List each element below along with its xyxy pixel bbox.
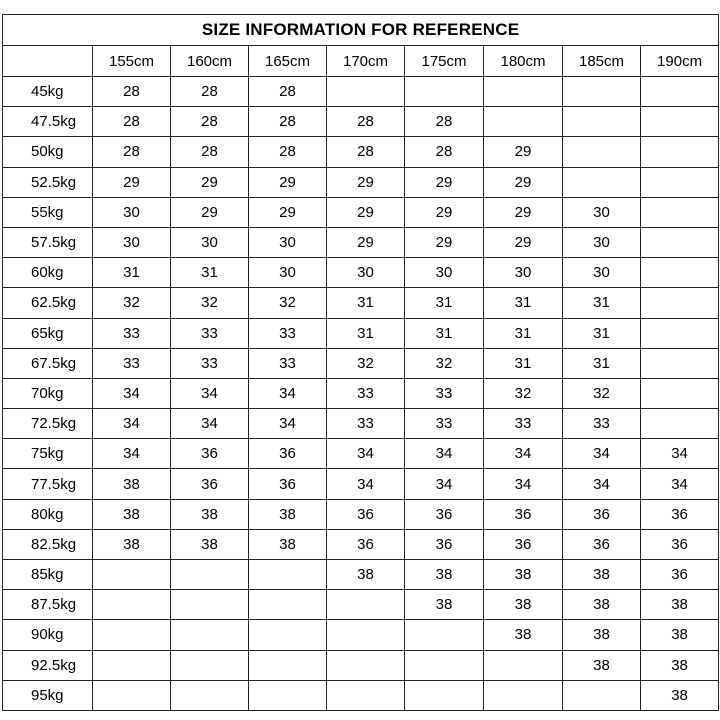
weight-cell: 50kg bbox=[3, 137, 93, 167]
size-cell: 33 bbox=[327, 409, 405, 439]
size-cell: 33 bbox=[171, 348, 249, 378]
size-cell: 36 bbox=[405, 529, 484, 559]
size-cell: 31 bbox=[484, 288, 563, 318]
size-cell: 33 bbox=[563, 409, 641, 439]
size-cell bbox=[563, 167, 641, 197]
size-cell: 28 bbox=[93, 77, 171, 107]
size-cell: 28 bbox=[405, 107, 484, 137]
size-cell: 34 bbox=[563, 439, 641, 469]
size-cell bbox=[171, 590, 249, 620]
weight-cell: 72.5kg bbox=[3, 409, 93, 439]
size-cell bbox=[641, 167, 719, 197]
size-cell: 38 bbox=[484, 620, 563, 650]
size-cell: 36 bbox=[484, 499, 563, 529]
size-cell: 30 bbox=[563, 258, 641, 288]
size-cell: 28 bbox=[93, 137, 171, 167]
size-cell: 38 bbox=[171, 499, 249, 529]
size-cell: 38 bbox=[641, 620, 719, 650]
height-header-cell: 190cm bbox=[641, 46, 719, 77]
size-cell: 36 bbox=[171, 439, 249, 469]
size-cell: 36 bbox=[405, 499, 484, 529]
size-cell: 30 bbox=[93, 227, 171, 257]
weight-cell: 57.5kg bbox=[3, 227, 93, 257]
size-cell bbox=[405, 650, 484, 680]
size-cell bbox=[327, 680, 405, 710]
weight-cell: 82.5kg bbox=[3, 529, 93, 559]
size-cell: 30 bbox=[93, 197, 171, 227]
size-cell: 33 bbox=[327, 378, 405, 408]
size-cell: 29 bbox=[171, 197, 249, 227]
weight-cell: 92.5kg bbox=[3, 650, 93, 680]
corner-cell bbox=[3, 46, 93, 77]
size-cell: 30 bbox=[484, 258, 563, 288]
size-cell: 31 bbox=[171, 258, 249, 288]
size-cell: 34 bbox=[484, 439, 563, 469]
size-cell bbox=[641, 378, 719, 408]
size-cell bbox=[563, 137, 641, 167]
weight-cell: 77.5kg bbox=[3, 469, 93, 499]
height-header-cell: 165cm bbox=[249, 46, 327, 77]
size-cell bbox=[93, 590, 171, 620]
table-row bbox=[3, 620, 719, 650]
table-row bbox=[3, 77, 719, 107]
size-cell: 28 bbox=[327, 137, 405, 167]
size-cell bbox=[405, 680, 484, 710]
table-row bbox=[3, 560, 719, 590]
height-header-cell: 170cm bbox=[327, 46, 405, 77]
size-cell: 38 bbox=[249, 529, 327, 559]
size-cell: 29 bbox=[484, 167, 563, 197]
weight-cell: 75kg bbox=[3, 439, 93, 469]
size-cell: 33 bbox=[93, 318, 171, 348]
weight-cell: 90kg bbox=[3, 620, 93, 650]
size-cell bbox=[327, 590, 405, 620]
size-cell: 34 bbox=[641, 469, 719, 499]
size-cell: 29 bbox=[484, 227, 563, 257]
weight-cell: 52.5kg bbox=[3, 167, 93, 197]
size-cell: 36 bbox=[249, 469, 327, 499]
size-cell: 38 bbox=[249, 499, 327, 529]
size-cell: 29 bbox=[405, 197, 484, 227]
size-cell bbox=[93, 560, 171, 590]
size-cell: 28 bbox=[171, 107, 249, 137]
size-cell: 28 bbox=[171, 137, 249, 167]
size-cell bbox=[641, 318, 719, 348]
size-cell: 30 bbox=[563, 197, 641, 227]
size-cell: 34 bbox=[405, 469, 484, 499]
height-header-cell: 175cm bbox=[405, 46, 484, 77]
size-cell: 31 bbox=[563, 288, 641, 318]
size-cell: 31 bbox=[93, 258, 171, 288]
weight-cell: 47.5kg bbox=[3, 107, 93, 137]
table-row bbox=[3, 409, 719, 439]
size-cell: 38 bbox=[93, 529, 171, 559]
size-cell bbox=[641, 288, 719, 318]
weight-cell: 85kg bbox=[3, 560, 93, 590]
size-cell: 36 bbox=[641, 529, 719, 559]
height-header-row bbox=[3, 46, 719, 77]
size-cell: 32 bbox=[171, 288, 249, 318]
size-cell: 38 bbox=[405, 560, 484, 590]
size-cell: 30 bbox=[405, 258, 484, 288]
size-cell: 28 bbox=[249, 77, 327, 107]
size-cell: 34 bbox=[171, 378, 249, 408]
size-cell: 34 bbox=[93, 439, 171, 469]
size-cell bbox=[484, 77, 563, 107]
size-cell bbox=[249, 680, 327, 710]
weight-cell: 65kg bbox=[3, 318, 93, 348]
size-cell bbox=[249, 650, 327, 680]
size-cell bbox=[641, 107, 719, 137]
size-cell bbox=[171, 680, 249, 710]
size-cell: 34 bbox=[484, 469, 563, 499]
size-cell: 30 bbox=[249, 227, 327, 257]
size-cell: 28 bbox=[249, 137, 327, 167]
size-cell: 31 bbox=[484, 348, 563, 378]
table-row bbox=[3, 227, 719, 257]
size-cell: 28 bbox=[405, 137, 484, 167]
size-cell: 31 bbox=[405, 288, 484, 318]
weight-cell: 60kg bbox=[3, 258, 93, 288]
size-cell: 38 bbox=[563, 650, 641, 680]
size-cell: 34 bbox=[641, 439, 719, 469]
table-title: SIZE INFORMATION FOR REFERENCE bbox=[3, 15, 719, 46]
size-cell: 32 bbox=[563, 378, 641, 408]
size-cell bbox=[484, 650, 563, 680]
size-cell: 36 bbox=[327, 529, 405, 559]
table-row bbox=[3, 288, 719, 318]
size-cell: 29 bbox=[484, 197, 563, 227]
size-cell bbox=[249, 560, 327, 590]
size-cell: 38 bbox=[171, 529, 249, 559]
size-cell: 29 bbox=[171, 167, 249, 197]
size-cell: 31 bbox=[484, 318, 563, 348]
size-cell bbox=[327, 650, 405, 680]
size-cell: 29 bbox=[405, 227, 484, 257]
size-cell: 29 bbox=[249, 197, 327, 227]
size-cell bbox=[93, 650, 171, 680]
size-cell: 31 bbox=[327, 318, 405, 348]
size-cell: 38 bbox=[641, 590, 719, 620]
size-cell: 32 bbox=[93, 288, 171, 318]
weight-cell: 55kg bbox=[3, 197, 93, 227]
size-cell: 29 bbox=[93, 167, 171, 197]
size-cell: 31 bbox=[563, 318, 641, 348]
size-cell bbox=[641, 409, 719, 439]
height-header-cell: 155cm bbox=[93, 46, 171, 77]
size-cell: 33 bbox=[249, 318, 327, 348]
weight-cell: 80kg bbox=[3, 499, 93, 529]
size-cell bbox=[484, 107, 563, 137]
size-cell: 38 bbox=[641, 680, 719, 710]
size-cell: 29 bbox=[327, 227, 405, 257]
size-cell bbox=[93, 620, 171, 650]
size-cell: 36 bbox=[484, 529, 563, 559]
size-cell bbox=[641, 197, 719, 227]
size-cell bbox=[484, 680, 563, 710]
size-cell bbox=[249, 590, 327, 620]
table-row bbox=[3, 650, 719, 680]
size-cell: 38 bbox=[93, 499, 171, 529]
size-cell: 33 bbox=[93, 348, 171, 378]
size-cell: 28 bbox=[249, 107, 327, 137]
table-row bbox=[3, 590, 719, 620]
table-row bbox=[3, 529, 719, 559]
size-cell: 36 bbox=[563, 529, 641, 559]
size-cell: 38 bbox=[563, 590, 641, 620]
size-cell bbox=[327, 620, 405, 650]
size-cell: 29 bbox=[484, 137, 563, 167]
weight-cell: 45kg bbox=[3, 77, 93, 107]
size-cell: 31 bbox=[563, 348, 641, 378]
table-row bbox=[3, 258, 719, 288]
size-cell: 34 bbox=[563, 469, 641, 499]
size-cell bbox=[327, 77, 405, 107]
size-cell: 34 bbox=[171, 409, 249, 439]
size-cell: 32 bbox=[327, 348, 405, 378]
size-cell bbox=[249, 620, 327, 650]
table-row bbox=[3, 680, 719, 710]
size-cell: 34 bbox=[327, 439, 405, 469]
size-cell: 33 bbox=[405, 378, 484, 408]
size-cell: 38 bbox=[484, 590, 563, 620]
size-cell: 34 bbox=[327, 469, 405, 499]
table-row bbox=[3, 439, 719, 469]
size-table-body bbox=[3, 77, 719, 711]
size-cell: 38 bbox=[484, 560, 563, 590]
size-cell: 36 bbox=[327, 499, 405, 529]
size-cell: 38 bbox=[93, 469, 171, 499]
size-cell: 34 bbox=[405, 439, 484, 469]
table-row bbox=[3, 197, 719, 227]
size-cell: 28 bbox=[327, 107, 405, 137]
table-row bbox=[3, 348, 719, 378]
size-cell bbox=[171, 620, 249, 650]
size-cell: 28 bbox=[93, 107, 171, 137]
weight-cell: 67.5kg bbox=[3, 348, 93, 378]
size-cell bbox=[171, 560, 249, 590]
size-cell bbox=[93, 680, 171, 710]
size-cell: 31 bbox=[327, 288, 405, 318]
size-cell: 29 bbox=[327, 167, 405, 197]
size-cell bbox=[405, 77, 484, 107]
size-cell: 38 bbox=[563, 560, 641, 590]
size-cell: 36 bbox=[563, 499, 641, 529]
size-cell: 33 bbox=[249, 348, 327, 378]
size-cell: 38 bbox=[641, 650, 719, 680]
size-cell: 34 bbox=[93, 409, 171, 439]
size-cell bbox=[641, 77, 719, 107]
size-cell bbox=[641, 227, 719, 257]
size-cell: 30 bbox=[563, 227, 641, 257]
size-cell: 30 bbox=[327, 258, 405, 288]
size-cell: 28 bbox=[171, 77, 249, 107]
size-cell: 33 bbox=[171, 318, 249, 348]
size-cell: 32 bbox=[249, 288, 327, 318]
size-cell bbox=[641, 258, 719, 288]
size-cell: 36 bbox=[641, 499, 719, 529]
height-header-cell: 180cm bbox=[484, 46, 563, 77]
size-cell: 38 bbox=[563, 620, 641, 650]
table-row bbox=[3, 499, 719, 529]
size-cell: 36 bbox=[249, 439, 327, 469]
size-cell: 34 bbox=[249, 378, 327, 408]
height-header-cell: 160cm bbox=[171, 46, 249, 77]
size-cell: 34 bbox=[93, 378, 171, 408]
height-header-cell: 185cm bbox=[563, 46, 641, 77]
size-cell bbox=[641, 137, 719, 167]
table-row bbox=[3, 469, 719, 499]
table-row bbox=[3, 137, 719, 167]
size-cell bbox=[405, 620, 484, 650]
size-cell: 30 bbox=[171, 227, 249, 257]
weight-cell: 62.5kg bbox=[3, 288, 93, 318]
size-cell: 29 bbox=[405, 167, 484, 197]
size-cell: 33 bbox=[405, 409, 484, 439]
size-cell: 34 bbox=[249, 409, 327, 439]
size-cell: 36 bbox=[641, 560, 719, 590]
size-cell bbox=[171, 650, 249, 680]
size-cell: 38 bbox=[327, 560, 405, 590]
size-chart-table bbox=[2, 14, 719, 711]
title-row bbox=[3, 15, 719, 46]
size-cell bbox=[563, 680, 641, 710]
weight-cell: 95kg bbox=[3, 680, 93, 710]
size-cell bbox=[563, 107, 641, 137]
table-row bbox=[3, 378, 719, 408]
size-cell: 38 bbox=[405, 590, 484, 620]
size-cell: 30 bbox=[249, 258, 327, 288]
table-row bbox=[3, 167, 719, 197]
size-cell: 29 bbox=[249, 167, 327, 197]
table-row bbox=[3, 107, 719, 137]
table-row bbox=[3, 318, 719, 348]
size-cell: 29 bbox=[327, 197, 405, 227]
size-cell: 31 bbox=[405, 318, 484, 348]
size-cell: 32 bbox=[484, 378, 563, 408]
size-cell: 32 bbox=[405, 348, 484, 378]
size-cell: 33 bbox=[484, 409, 563, 439]
weight-cell: 70kg bbox=[3, 378, 93, 408]
weight-cell: 87.5kg bbox=[3, 590, 93, 620]
size-cell bbox=[641, 348, 719, 378]
size-cell: 36 bbox=[171, 469, 249, 499]
size-cell bbox=[563, 77, 641, 107]
